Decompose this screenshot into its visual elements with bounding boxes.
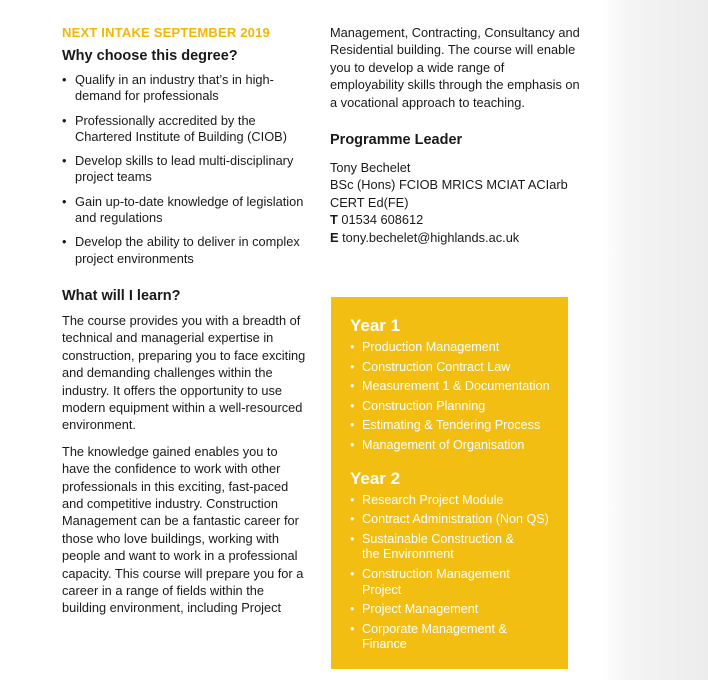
module-item: • Management of Organisation bbox=[350, 438, 568, 454]
leader-qualifications: BSc (Hons) FCIOB MRICS MCIAT ACIarb CERT Ed(FE) bbox=[330, 177, 568, 210]
leader-phone: 01534 608612 bbox=[341, 212, 424, 228]
why-bullet: • Qualify in an industry that’s in high-demand for professionals bbox=[62, 72, 307, 105]
leader-email-row bbox=[330, 229, 580, 246]
module-item: • Sustainable Construction & the Environment bbox=[350, 532, 532, 563]
module-item: • Construction Management Project bbox=[350, 567, 552, 598]
module-item: • Corporate Management & Finance bbox=[350, 622, 522, 653]
learn-paragraph-2: The knowledge gained enables you to have the confidence to work with other professionals in this exciting, fast-paced and competitive industry. Construction Management can be a fantastic career for those who love buildings, working with people and want to work in a professional capacity. This course will prepare you for a career in a range of fields within the building environment, including Project bbox=[62, 443, 304, 616]
leader-phone-row bbox=[330, 211, 580, 228]
module-item: • Construction Contract Law bbox=[350, 360, 568, 376]
leader-heading: Programme Leader bbox=[330, 132, 463, 149]
why-bullet: • Develop the ability to deliver in complex project environments bbox=[62, 234, 307, 267]
email-label: E bbox=[330, 229, 339, 245]
module-item: • Measurement 1 & Documentation bbox=[350, 379, 568, 395]
learn-heading: What will I learn? bbox=[62, 287, 181, 304]
module-item: • Estimating & Tendering Process bbox=[350, 418, 568, 434]
module-item: • Production Management bbox=[350, 340, 568, 356]
why-bullet-list bbox=[62, 72, 307, 267]
intake-heading: NEXT INTAKE SEPTEMBER 2019 bbox=[62, 25, 270, 40]
year2-module-list bbox=[350, 493, 568, 653]
year2-title: Year 2 bbox=[350, 468, 401, 488]
continued-paragraph: Management, Contracting, Consultancy and Residential building. The course will enable you to develop a wide range of employability skills through the emphasis on a vocational approach to teaching. bbox=[330, 25, 580, 110]
module-item: • Construction Planning bbox=[350, 399, 568, 415]
year1-title: Year 1 bbox=[350, 316, 401, 335]
year1-module-list bbox=[350, 340, 568, 454]
leader-contact bbox=[330, 159, 580, 246]
left-column bbox=[62, 24, 307, 626]
why-bullet: • Gain up-to-date knowledge of legislation and regulations bbox=[62, 194, 307, 227]
why-heading: Why choose this degree? bbox=[62, 48, 238, 64]
phone-label: T bbox=[330, 212, 338, 228]
learn-paragraph-1: The course provides you with a breadth of technical and managerial expertise in construction, preparing you to face exciting and demanding challenges within the industry. It offers the opportunity to use modern equipment within a well-resourced environment. bbox=[62, 312, 306, 433]
module-item: • Research Project Module bbox=[350, 493, 568, 509]
module-item: • Project Management bbox=[350, 602, 568, 618]
leader-email[interactable]: tony.bechelet@highlands.ac.uk bbox=[342, 229, 520, 245]
why-bullet: • Professionally accredited by the Chartered Institute of Building (CIOB) bbox=[62, 113, 307, 146]
right-column bbox=[330, 24, 580, 246]
why-bullet: • Develop skills to lead multi-disciplinary project teams bbox=[62, 153, 307, 186]
page-edge-shadow bbox=[600, 0, 708, 680]
module-item: • Contract Administration (Non QS) bbox=[350, 512, 568, 528]
modules-box bbox=[331, 297, 568, 669]
leader-name: Tony Bechelet bbox=[330, 160, 411, 176]
